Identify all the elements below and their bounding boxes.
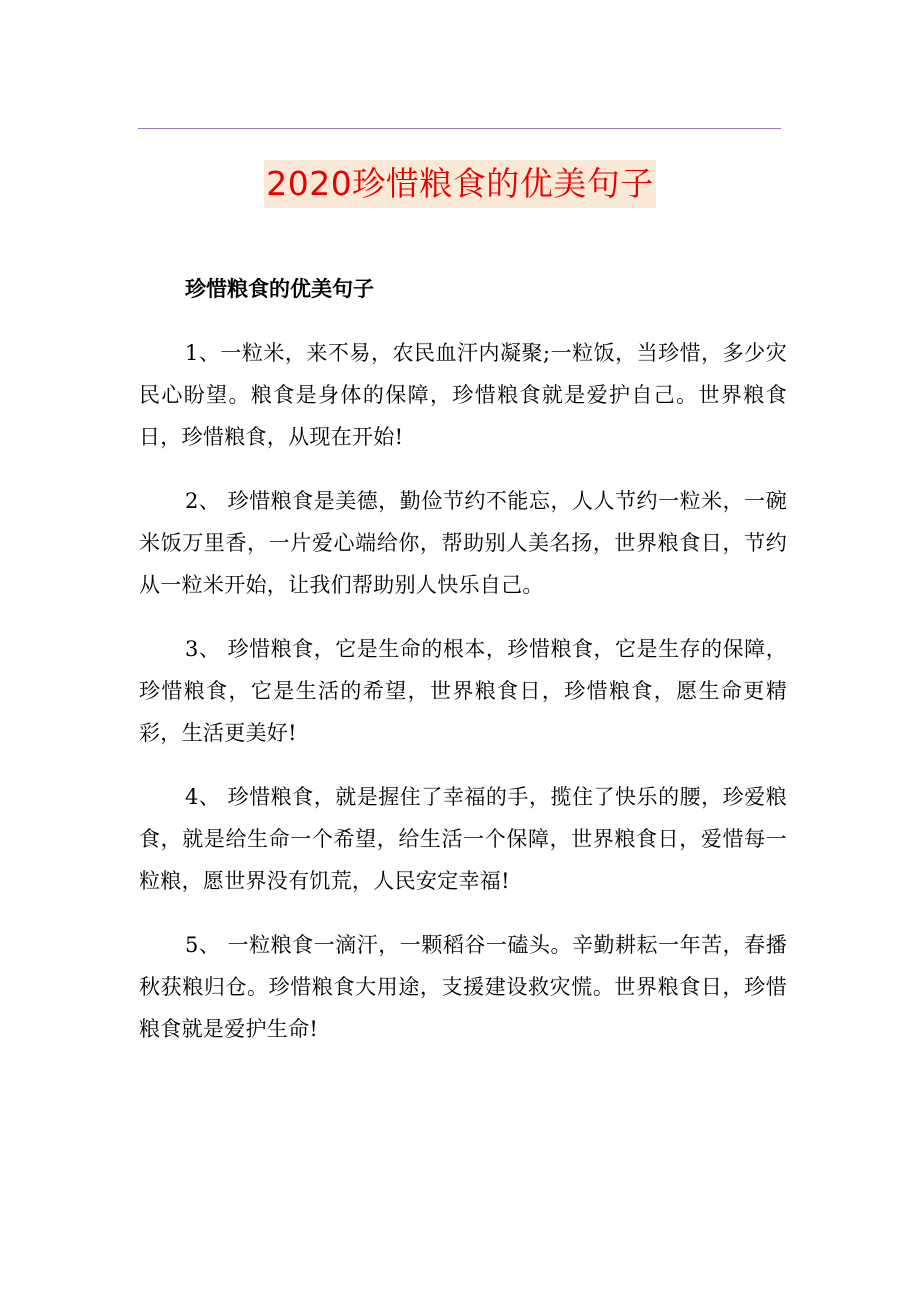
document-body xyxy=(139,268,787,1072)
paragraph-1: 1、一粒米，来不易，农民血汗内凝聚;一粒饭，当珍惜，多少灾民心盼望。粮食是身体的保障，珍惜粮食就是爱护自己。世界粮食日，珍惜粮食，从现在开始! xyxy=(139,341,787,449)
paragraph-3: 3、 珍惜粮食，它是生命的根本，珍惜粮食，它是生存的保障，珍惜粮食，它是生活的希望，世界粮食日，珍惜粮食，愿生命更精彩，生活更美好! xyxy=(139,637,787,745)
paragraph-5: 5、 一粒粮食一滴汗，一颗稻谷一磕头。辛勤耕耘一年苦，春播秋获粮归仓。珍惜粮食大用途，支援建设救灾慌。世界粮食日，珍惜粮食就是爱护生命! xyxy=(139,933,787,1041)
header-divider xyxy=(138,128,781,129)
paragraph-4: 4、 珍惜粮食，就是握住了幸福的手，揽住了快乐的腰，珍爱粮食，就是给生命一个希望，给生活一个保障，世界粮食日，爱惜每一粒粮，愿世界没有饥荒，人民安定幸福! xyxy=(139,785,787,893)
title-container xyxy=(0,160,920,208)
section-heading: 珍惜粮食的优美句子 xyxy=(185,277,374,301)
paragraph-2: 2、 珍惜粮食是美德，勤俭节约不能忘，人人节约一粒米，一碗米饭万里香，一片爱心端给你，帮助别人美名扬，世界粮食日，节约从一粒米开始，让我们帮助别人快乐自己。 xyxy=(139,489,787,597)
document-title: 2020珍惜粮食的优美句子 xyxy=(264,160,655,208)
